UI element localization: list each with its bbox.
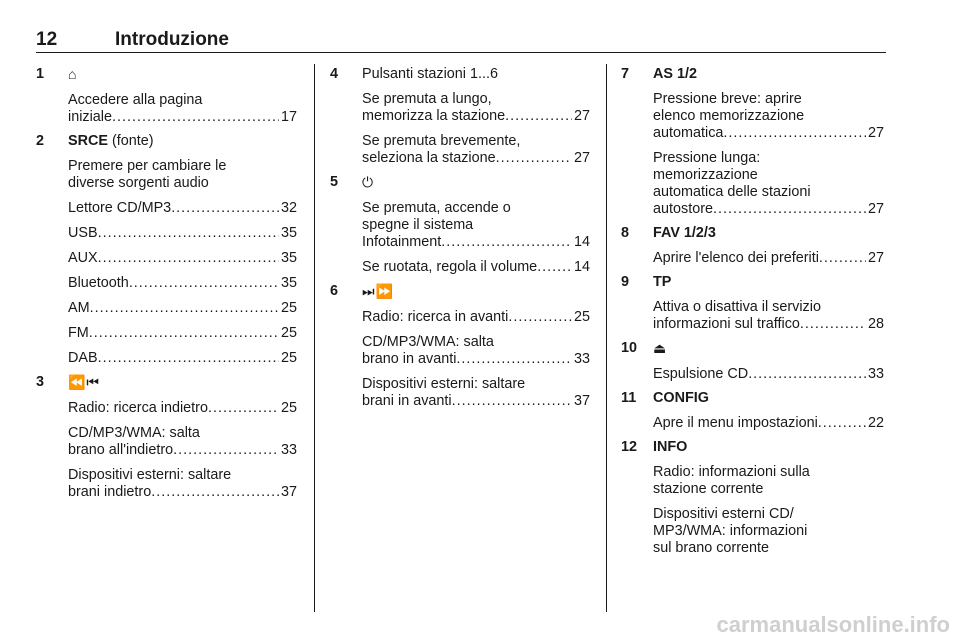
entry-heading — [621, 225, 884, 242]
spacer — [621, 333, 884, 340]
toc-text: stazione corrente — [653, 481, 764, 497]
toc-line — [362, 334, 590, 351]
page-ref: 25 — [280, 325, 297, 341]
entry-label: Pulsanti stazioni 1...6 — [362, 66, 498, 82]
toc-text: elenco memorizzazione — [653, 108, 805, 124]
entry-heading — [36, 66, 297, 84]
toc-line — [653, 299, 884, 316]
dot-leader — [98, 225, 279, 242]
control-entry — [621, 432, 884, 557]
toc-line — [653, 464, 884, 481]
spacer — [36, 367, 297, 374]
toc-item — [68, 467, 297, 501]
toc-text: spegne il sistema — [362, 217, 474, 233]
toc-item — [68, 225, 297, 242]
toc-text: memorizzazione — [653, 167, 758, 183]
entry-number: 6 — [330, 283, 339, 299]
entry-number: 7 — [621, 66, 630, 82]
control-entry — [36, 367, 297, 501]
column-1 — [36, 66, 297, 501]
control-entry — [621, 267, 884, 333]
column-2 — [330, 66, 590, 410]
control-entry — [621, 333, 884, 383]
entry-heading — [621, 390, 884, 407]
toc-line — [653, 184, 884, 201]
entry-number: 4 — [330, 66, 339, 82]
toc-item — [653, 91, 884, 142]
toc-item — [653, 150, 884, 218]
toc-line — [68, 200, 297, 217]
entry-number: 8 — [621, 225, 630, 241]
page-ref: 33 — [280, 442, 297, 458]
power-icon: ⏻ — [362, 174, 375, 190]
page-title: Introduzione — [115, 29, 229, 50]
toc-line — [653, 108, 884, 125]
toc-item — [68, 300, 297, 317]
toc-line — [653, 125, 884, 142]
entry-heading — [330, 283, 590, 301]
entry-number: 3 — [36, 374, 45, 390]
toc-item — [68, 325, 297, 342]
seek-back-icon: ⏪⏮ — [68, 374, 101, 390]
toc-text: automatica — [653, 125, 724, 141]
toc-line — [68, 175, 297, 192]
toc-text: USB — [68, 225, 98, 241]
entry-note: (fonte) — [107, 133, 154, 149]
toc-text: Apre il menu impostazioni — [653, 415, 818, 431]
dot-leader — [456, 351, 572, 368]
entry-label: CONFIG — [653, 390, 709, 406]
dot-leader — [496, 150, 572, 167]
toc-line — [653, 91, 884, 108]
toc-text: CD/MP3/WMA: salta — [68, 425, 200, 441]
toc-text: iniziale — [68, 109, 112, 125]
toc-line — [653, 201, 884, 218]
page-ref: 25 — [280, 350, 297, 366]
toc-text: brani indietro — [68, 484, 152, 500]
toc-line — [362, 234, 590, 251]
toc-line — [68, 250, 297, 267]
toc-item — [362, 259, 590, 276]
toc-item — [653, 250, 884, 267]
page-ref: 27 — [867, 201, 884, 217]
page-ref: 25 — [280, 300, 297, 316]
toc-item — [68, 158, 297, 192]
toc-item — [653, 464, 884, 498]
toc-item — [653, 415, 884, 432]
entry-number: 5 — [330, 174, 339, 190]
entry-heading — [621, 274, 884, 291]
toc-line — [362, 259, 590, 276]
toc-text: Attiva o disattiva il servizio — [653, 299, 821, 315]
column-divider — [314, 64, 315, 612]
toc-text: brano in avanti — [362, 351, 457, 367]
toc-text: sul brano corrente — [653, 540, 769, 556]
dot-leader — [505, 108, 572, 125]
page-ref: 27 — [573, 150, 590, 166]
toc-line — [68, 225, 297, 242]
dot-leader — [173, 442, 279, 459]
dot-leader — [452, 393, 572, 410]
toc-line — [653, 523, 884, 540]
page-ref: 14 — [573, 234, 590, 250]
toc-item — [68, 350, 297, 367]
entry-heading — [621, 340, 884, 358]
toc-text: Pressione lunga: — [653, 150, 761, 166]
page-ref: 17 — [280, 109, 297, 125]
toc-text: Dispositivi esterni: saltare — [68, 467, 232, 483]
toc-item — [362, 334, 590, 368]
toc-line — [653, 415, 884, 432]
control-entry — [36, 126, 297, 367]
toc-text: automatica delle stazioni — [653, 184, 811, 200]
toc-text: Se premuta a lungo, — [362, 91, 492, 107]
dot-leader — [723, 125, 866, 142]
toc-line — [68, 467, 297, 484]
toc-line — [653, 316, 884, 333]
watermark: carmanualsonline.info — [716, 612, 950, 637]
toc-text: autostore — [653, 201, 714, 217]
toc-text: Accedere alla pagina — [68, 92, 203, 108]
page-ref: 22 — [867, 415, 884, 431]
toc-line — [653, 506, 884, 523]
toc-text: AUX — [68, 250, 98, 266]
control-entry — [621, 383, 884, 432]
toc-line — [68, 484, 297, 501]
entry-heading — [621, 66, 884, 83]
toc-line — [68, 400, 297, 417]
toc-line — [68, 300, 297, 317]
control-entry — [330, 167, 590, 276]
dot-leader — [800, 316, 866, 333]
page-ref: 14 — [573, 259, 590, 275]
toc-line — [68, 158, 297, 175]
spacer — [621, 383, 884, 390]
toc-line — [362, 91, 590, 108]
toc-item — [362, 91, 590, 125]
toc-text: Dispositivi esterni CD/ — [653, 506, 794, 522]
toc-text: Radio: informazioni sulla — [653, 464, 810, 480]
toc-text: CD/MP3/WMA: salta — [362, 334, 494, 350]
toc-line — [653, 366, 884, 383]
dot-leader — [98, 250, 279, 267]
toc-line — [68, 92, 297, 109]
dot-leader — [208, 400, 279, 417]
toc-text: informazioni sul traffico — [653, 316, 800, 332]
control-entry — [36, 66, 297, 126]
toc-line — [362, 376, 590, 393]
toc-line — [653, 540, 884, 557]
toc-item — [68, 275, 297, 292]
toc-text: Se premuta brevemente, — [362, 133, 521, 149]
toc-line — [68, 442, 297, 459]
toc-item — [68, 250, 297, 267]
toc-item — [68, 200, 297, 217]
toc-text: MP3/WMA: informazioni — [653, 523, 808, 539]
toc-item — [362, 200, 590, 251]
toc-line — [362, 150, 590, 167]
page-ref: 25 — [280, 400, 297, 416]
spacer — [621, 218, 884, 225]
toc-line — [362, 108, 590, 125]
seek-forward-icon: ⏭⏩ — [362, 283, 395, 299]
spacer — [621, 267, 884, 274]
dot-leader — [98, 350, 279, 367]
dot-leader — [441, 234, 572, 251]
toc-item — [653, 299, 884, 333]
toc-line — [362, 393, 590, 410]
dot-leader — [818, 415, 866, 432]
toc-item — [653, 366, 884, 383]
entry-heading — [330, 174, 590, 192]
toc-line — [362, 217, 590, 234]
toc-text: Se ruotata, regola il volume — [362, 259, 538, 275]
page-ref: 27 — [573, 108, 590, 124]
spacer — [621, 432, 884, 439]
page-ref: 33 — [573, 351, 590, 367]
control-entry — [621, 66, 884, 218]
toc-text: Radio: ricerca in avanti — [362, 309, 509, 325]
entry-number: 12 — [621, 439, 638, 455]
entry-heading — [36, 374, 297, 392]
toc-item — [68, 425, 297, 459]
toc-text: Pressione breve: aprire — [653, 91, 802, 107]
page-ref: 35 — [280, 275, 297, 291]
dot-leader — [508, 309, 572, 326]
toc-text: Radio: ricerca indietro — [68, 400, 208, 416]
toc-text: brano all'indietro — [68, 442, 174, 458]
page-ref: 33 — [867, 366, 884, 382]
page-ref: 27 — [867, 125, 884, 141]
entry-label: TP — [653, 274, 672, 290]
dot-leader — [129, 275, 279, 292]
toc-text: DAB — [68, 350, 98, 366]
dot-leader — [89, 325, 279, 342]
toc-text: FM — [68, 325, 89, 341]
page-number: 12 — [36, 29, 58, 50]
dot-leader — [537, 259, 572, 276]
toc-text: Se premuta, accende o — [362, 200, 511, 216]
entry-label: FAV 1/2/3 — [653, 225, 716, 241]
dot-leader — [171, 200, 279, 217]
entry-number: 11 — [621, 390, 637, 406]
page-ref: 35 — [280, 250, 297, 266]
page-ref: 32 — [280, 200, 297, 216]
column-divider — [606, 64, 607, 612]
spacer — [330, 167, 590, 174]
toc-text: Infotainment — [362, 234, 442, 250]
entry-heading — [36, 133, 297, 150]
page-ref: 37 — [573, 393, 590, 409]
page-header — [36, 28, 886, 53]
toc-line — [653, 150, 884, 167]
toc-line — [362, 200, 590, 217]
spacer — [330, 276, 590, 283]
entry-number: 9 — [621, 274, 630, 290]
control-entry — [330, 276, 590, 410]
home-icon: ⌂ — [68, 66, 78, 82]
entry-label: AS 1/2 — [653, 66, 697, 82]
page-ref: 37 — [280, 484, 297, 500]
toc-line — [362, 133, 590, 150]
toc-line — [653, 481, 884, 498]
page-ref: 35 — [280, 225, 297, 241]
toc-text: diverse sorgenti audio — [68, 175, 209, 191]
toc-text: Lettore CD/MP3 — [68, 200, 172, 216]
toc-line — [653, 167, 884, 184]
entry-number: 10 — [621, 340, 638, 356]
toc-item — [362, 309, 590, 326]
toc-line — [653, 250, 884, 267]
toc-text: brani in avanti — [362, 393, 452, 409]
toc-line — [68, 275, 297, 292]
dot-leader — [819, 250, 866, 267]
column-3 — [621, 66, 884, 557]
toc-line — [68, 425, 297, 442]
page-ref: 28 — [867, 316, 884, 332]
toc-item — [362, 376, 590, 410]
spacer — [36, 126, 297, 133]
toc-text: Aprire l'elenco dei preferiti — [653, 250, 819, 266]
toc-item — [653, 506, 884, 557]
control-entry — [330, 66, 590, 167]
toc-text: Bluetooth — [68, 275, 129, 291]
entry-heading — [330, 66, 590, 83]
toc-text: Premere per cambiare le — [68, 158, 227, 174]
toc-text: AM — [68, 300, 90, 316]
dot-leader — [151, 484, 279, 501]
toc-item — [362, 133, 590, 167]
entry-number: 2 — [36, 133, 45, 149]
eject-icon: ⏏ — [653, 340, 668, 356]
dot-leader — [748, 366, 866, 383]
toc-line — [362, 309, 590, 326]
toc-text: Espulsione CD — [653, 366, 749, 382]
entry-label: SRCE — [68, 133, 108, 149]
dot-leader — [713, 201, 866, 218]
entry-label: INFO — [653, 439, 688, 455]
toc-item — [68, 92, 297, 126]
entry-number: 1 — [36, 66, 45, 82]
toc-line — [68, 325, 297, 342]
toc-item — [68, 400, 297, 417]
page-ref: 25 — [573, 309, 590, 325]
toc-line — [68, 109, 297, 126]
dot-leader — [90, 300, 279, 317]
toc-line — [68, 350, 297, 367]
toc-text: seleziona la stazione — [362, 150, 496, 166]
page-ref: 27 — [867, 250, 884, 266]
toc-text: memorizza la stazione — [362, 108, 506, 124]
toc-line — [362, 351, 590, 368]
toc-text: Dispositivi esterni: saltare — [362, 376, 526, 392]
control-entry — [621, 218, 884, 267]
dot-leader — [112, 109, 279, 126]
entry-heading — [621, 439, 884, 456]
